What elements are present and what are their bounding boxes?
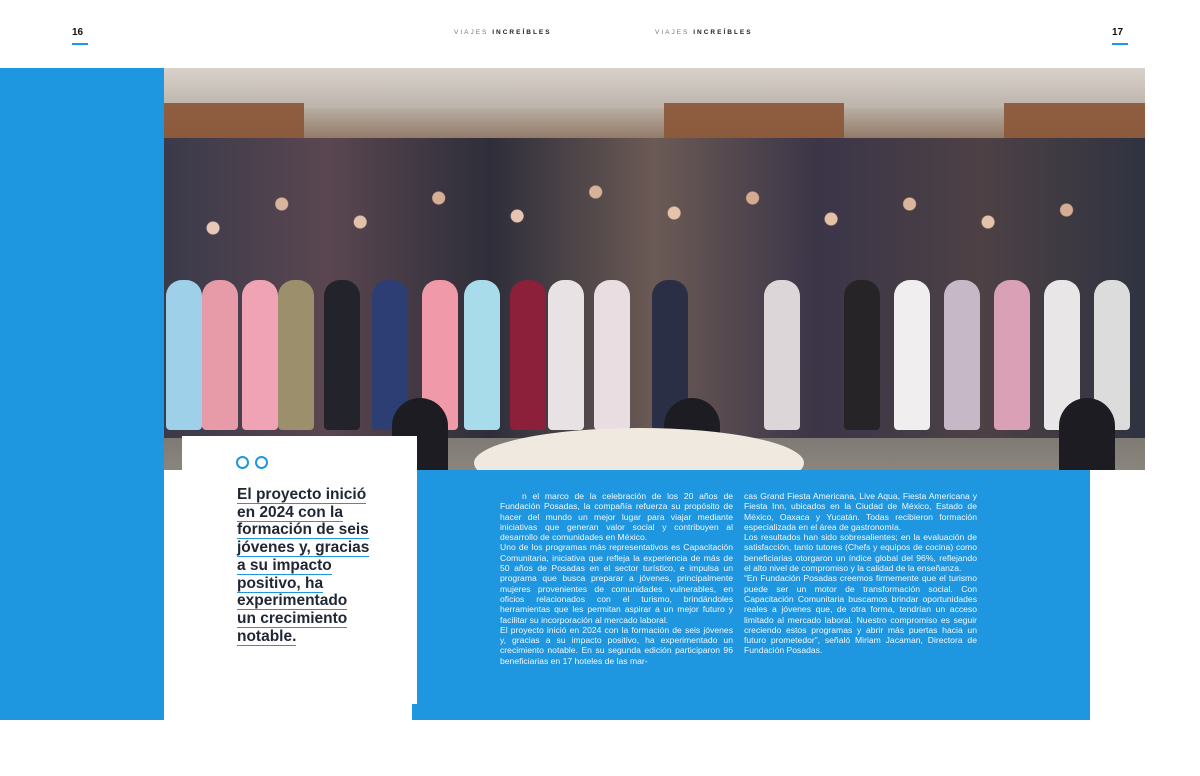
pullquote-line: un crecimiento (237, 609, 348, 627)
pullquote-line: a su impacto (237, 556, 332, 574)
pullquote (237, 486, 397, 645)
page-number-left (72, 27, 88, 45)
page-number-right (1112, 27, 1128, 45)
pullquote-line: experimentado (237, 592, 348, 610)
pullquote-card (182, 436, 417, 704)
pullquote-line: positivo, ha (237, 574, 324, 592)
photo-figure (844, 280, 880, 430)
blue-accent-block-left (0, 68, 164, 720)
photo-figure (764, 280, 800, 430)
article-paragraph: n el marco de la celebración de los 20 años de Fundación Posadas, la compañía refuerza su propósito de hacer del mundo un mejor lugar para viajar mediante iniciativas que generan valor social y contribuyen al desarrollo de comunidades en México. (500, 491, 733, 543)
page-number-left-text: 16 (72, 27, 84, 38)
photo-figure (202, 280, 238, 430)
running-head-light: VIAJES (454, 29, 489, 36)
running-head-left (454, 29, 552, 36)
article-paragraph: Uno de los programas más representativos es Capacitación Comunitaria, iniciativa que refleja la experiencia de más de 50 años de Posadas en el sector turístico, e impulsa un programa que busca preparar a jóvenes, principalmente mujeres provenientes de comunidades vulnerables, en oficios relacionados con el turismo, brindándoles herramientas que les permitan aspirar a un mejor futuro y facilitar su incorporación al mercado laboral. (500, 542, 733, 625)
photo-figure (278, 280, 314, 430)
page-number-right-text: 17 (1112, 27, 1124, 38)
page-number-underline (1112, 43, 1128, 45)
photo-figure (944, 280, 980, 430)
running-head-bold: INCREÍBLES (693, 29, 753, 36)
article-column-2 (744, 491, 977, 656)
pullquote-line: El proyecto inició (237, 486, 367, 503)
photo-figure (994, 280, 1030, 430)
photo-figure (464, 280, 500, 430)
page-number-underline (72, 43, 88, 45)
photo-figure (894, 280, 930, 430)
article-paragraph: El proyecto inició en 2024 con la formación de seis jóvenes y, gracias a su impacto positivo, ha experimentado un crecimiento notable. En su segunda edición participaron 96 beneficiarias en 17 hoteles de las mar- (500, 624, 733, 666)
photo-figure (324, 280, 360, 430)
photo-figure (166, 280, 202, 430)
circle-icon (255, 456, 268, 469)
photo-figure (510, 280, 546, 430)
article-column-1 (500, 491, 733, 666)
circle-icon (236, 456, 249, 469)
article-paragraph: Los resultados han sido sobresalientes; en la evaluación de satisfacción, tanto tutores (Chefs y equipos de cocina) como beneficiarias otorgaron un índice global del 96%, reflejando el alto nivel de compromiso y la calidad de la enseñanza. (744, 532, 977, 574)
running-head-light: VIAJES (655, 29, 690, 36)
article-paragraph: cas Grand Fiesta Americana, Live Aqua, Fiesta Americana y Fiesta Inn, ubicados en la Ciudad de México, Estado de México, Oaxaca y Yucatán. Todas recibieron formación especializada en el área de gastronomía. (744, 491, 977, 532)
photo-figure (594, 280, 630, 430)
photo-figure (242, 280, 278, 430)
running-head-bold: INCREÍBLES (492, 29, 552, 36)
pullquote-line: notable. (237, 627, 297, 645)
decorative-dots (236, 456, 268, 469)
photo-ceiling (164, 68, 1145, 108)
pullquote-line: jóvenes y, gracias (237, 539, 370, 557)
article-paragraph: “En Fundación Posadas creemos firmemente que el turismo puede ser un motor de transformación social. Con Capacitación Comunitaria buscamos brindar oportunidades reales a jóvenes que, de otra forma, tendrían un acceso limitado al mercado laboral. Nuestro compromiso es seguir creciendo estos programas y abrir más puertas hacia un futuro prometedor”, señaló Miriam Jacaman, Directora de Fundación Posadas. (744, 573, 977, 656)
running-head-right (655, 29, 753, 36)
pullquote-line: en 2024 con la (237, 503, 343, 521)
photo-chair (1059, 398, 1115, 470)
pullquote-line: formación de seis (237, 521, 369, 539)
photo-figure (548, 280, 584, 430)
group-photo (164, 68, 1145, 470)
